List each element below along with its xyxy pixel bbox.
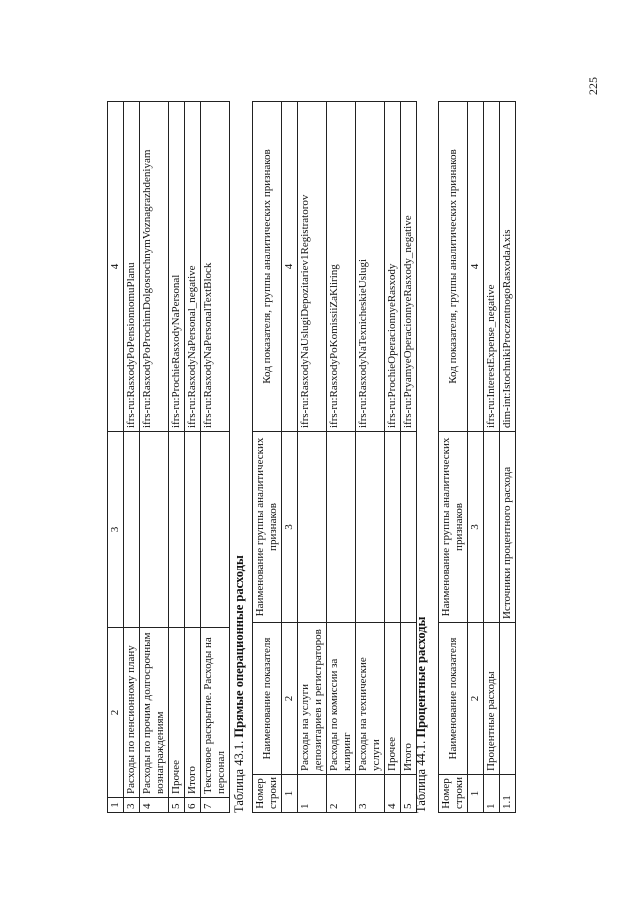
indicator-code: dim-int:IstochnikiProczentnogoRasxodaAxis [500, 102, 516, 432]
header-indicator-name: Наименование показателя [253, 623, 282, 775]
row-number: 5 [169, 798, 185, 813]
row-number: 4 [140, 798, 169, 813]
row-number: 4 [385, 775, 401, 813]
column-number: 1 [468, 775, 484, 813]
group-name [169, 432, 185, 628]
header-row-number: Номер строки [253, 775, 282, 813]
table-row [298, 102, 327, 813]
column-number-row [108, 102, 124, 813]
header-code: Код показателя, группы аналитических признаков [439, 102, 468, 432]
header-row-number: Номер строки [439, 775, 468, 813]
table-header-row [253, 102, 282, 813]
indicator-name: Прочее [385, 623, 401, 775]
header-code: Код показателя, группы аналитических признаков [253, 102, 282, 432]
table-continuation [107, 101, 230, 813]
header-group-name: Наименование группы аналитических признаков [439, 432, 468, 623]
indicator-name: Расходы на технические услуги [356, 623, 385, 775]
table-header-row [439, 102, 468, 813]
table-44-caption-title: Процентные расходы [414, 616, 428, 738]
indicator-code: ifrs-ru:PryamyeOperacionnyeRasxody_negative [401, 102, 417, 432]
table-43-caption-title: Прямые операционные расходы [232, 555, 246, 738]
indicator-name: Прочее [169, 628, 185, 798]
table-43-caption [232, 555, 247, 813]
column-number: 4 [468, 102, 484, 432]
row-number: 2 [327, 775, 356, 813]
column-number: 1 [108, 798, 124, 813]
group-name [484, 432, 500, 623]
page-number: 225 [586, 77, 600, 95]
indicator-name: Расходы по пенсионному плану [124, 628, 140, 798]
group-name [298, 432, 327, 623]
table-43-caption-prefix: Таблица 43.1. [232, 740, 246, 813]
row-number: 1 [298, 775, 327, 813]
row-number: 1 [484, 775, 500, 813]
table-row [484, 102, 500, 813]
indicator-code: ifrs-ru:RasxodyPoProchimDolgosrochnymVoznagrazhdeniyam [140, 102, 169, 432]
indicator-name: Процентные расходы [484, 623, 500, 775]
indicator-code: ifrs-ru:InterestExpense_negative [484, 102, 500, 432]
column-number: 4 [108, 102, 124, 432]
header-group-name: Наименование группы аналитических признаков [253, 432, 282, 623]
group-name [356, 432, 385, 623]
column-number: 1 [282, 775, 298, 813]
indicator-name: Итого [401, 623, 417, 775]
row-number: 6 [185, 798, 201, 813]
table-row [124, 102, 140, 813]
row-number: 5 [401, 775, 417, 813]
column-number-row [468, 102, 484, 813]
header-indicator-name: Наименование показателя [439, 623, 468, 775]
column-number: 2 [468, 623, 484, 775]
indicator-code: ifrs-ru:RasxodyNaPersonal_negative [185, 102, 201, 432]
table-row [327, 102, 356, 813]
row-number: 3 [124, 798, 140, 813]
column-number: 2 [108, 628, 124, 798]
table-44-caption-prefix: Таблица 44.1. [414, 740, 428, 813]
group-name [327, 432, 356, 623]
column-number: 3 [282, 432, 298, 623]
table-row [201, 102, 230, 813]
indicator-name: Итого [185, 628, 201, 798]
table-row [140, 102, 169, 813]
group-name [401, 432, 417, 623]
group-name [124, 432, 140, 628]
group-name: Источники процентного расхода [500, 432, 516, 623]
table-row [385, 102, 401, 813]
group-name [385, 432, 401, 623]
column-number: 3 [108, 432, 124, 628]
indicator-code: ifrs-ru:RasxodyNaUslugiDepozitariev1Registratorov [298, 102, 327, 432]
indicator-code: ifrs-ru:ProchieRasxodyNaPersonal [169, 102, 185, 432]
indicator-code: ifrs-ru:RasxodyNaPersonalTextBlock [201, 102, 230, 432]
indicator-name [500, 623, 516, 775]
indicator-name: Расходы по прочим долгосрочным вознаграждениям [140, 628, 169, 798]
row-number: 1.1 [500, 775, 516, 813]
table-44-caption [414, 617, 429, 813]
indicator-code: ifrs-ru:RasxodyPoKomissiiZaKliring [327, 102, 356, 432]
indicator-name: Расходы по комиссии за клиринг [327, 623, 356, 775]
table-43 [252, 101, 417, 813]
row-number: 3 [356, 775, 385, 813]
column-number-row [282, 102, 298, 813]
indicator-code: ifrs-ru:ProchieOperacionnyeRasxody [385, 102, 401, 432]
group-name [140, 432, 169, 628]
row-number: 7 [201, 798, 230, 813]
table-44 [438, 101, 516, 813]
table-row [169, 102, 185, 813]
column-number: 4 [282, 102, 298, 432]
indicator-code: ifrs-ru:RasxodyNaTexnicheskieUslugi [356, 102, 385, 432]
table-row [356, 102, 385, 813]
table-row [185, 102, 201, 813]
column-number: 2 [282, 623, 298, 775]
indicator-code: ifrs-ru:RasxodyPoPensionnomuPlanu [124, 102, 140, 432]
group-name [185, 432, 201, 628]
table-row [500, 102, 516, 813]
column-number: 3 [468, 432, 484, 623]
group-name [201, 432, 230, 628]
indicator-name: Расходы на услуги депозитариев и регистраторов [298, 623, 327, 775]
indicator-name: Текстовое раскрытие. Расходы на персонал [201, 628, 230, 798]
